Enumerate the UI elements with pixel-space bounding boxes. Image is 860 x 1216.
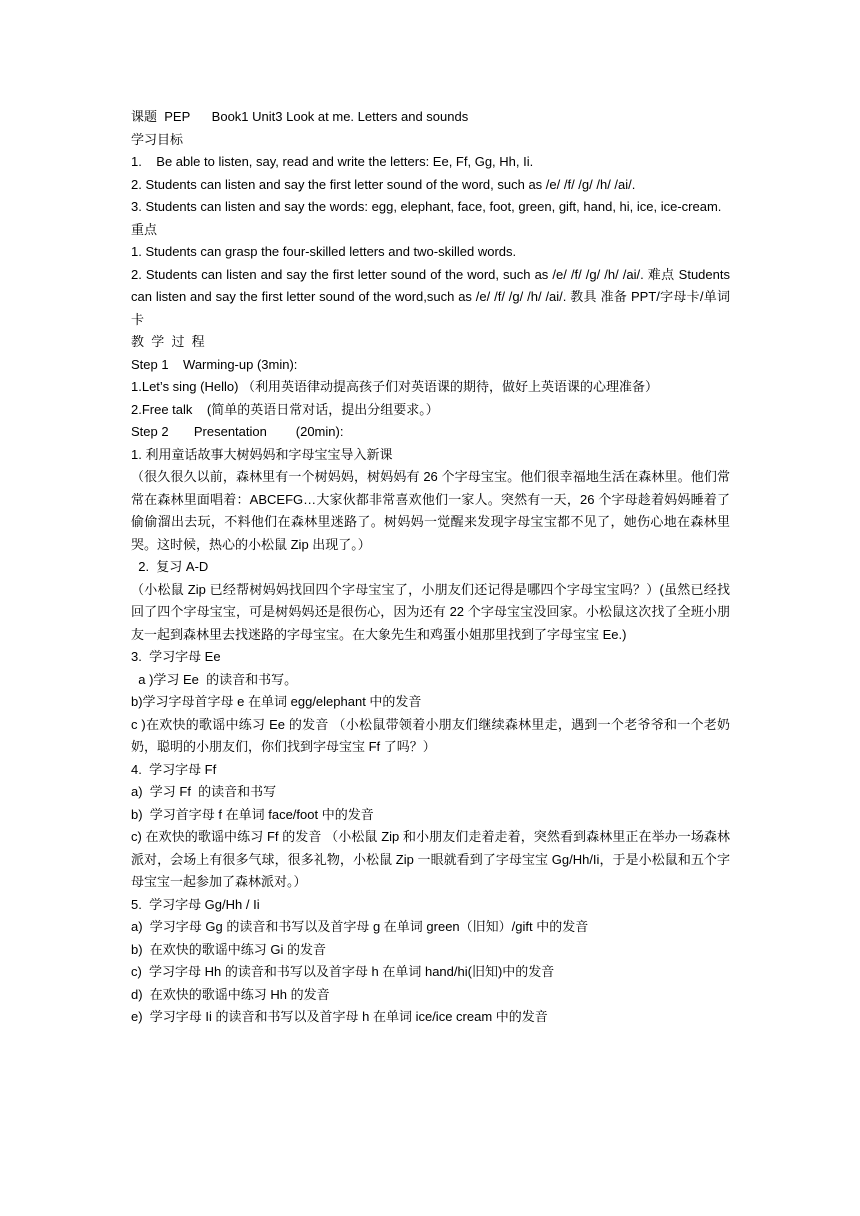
key-point-1: 1. Students can grasp the four-skilled letters and two-skilled words. xyxy=(131,244,517,259)
ff-sub-b: b) 学习首字母 f 在单词 face/foot 中的发音 xyxy=(131,806,374,822)
ghi-sub-a: a) 学习字母 Gg 的读音和书写以及首字母 g 在单词 green（旧知）/gift 中的发音 xyxy=(131,919,589,934)
ee-sub-c: c )在欢快的歌谣中练习 Ee 的发音 （小松鼠带领着小朋友们继续森林里走，遇到一个老爷爷和一个老奶奶，聪明的小朋友们，你们找到字母宝宝 Ff 了吗？） xyxy=(131,716,730,754)
ee-sub-a: a )学习 Ee 的读音和书写。 xyxy=(131,671,298,687)
key-point-2-difficulties-materials: 2. Students can listen and say the first letter sound of the word, such as /e/ /f/ /g/ /h/ /ai/. 难点 Students can listen and say the first letter sound of the word,such as /e/ /f/ /g/ /h/ /ai/. 教具 准备 PPT/字母卡/单词卡 xyxy=(131,266,730,327)
step2-item-3: 3. 学习字母 Ee xyxy=(131,649,221,664)
step2-heading: Step 2 Presentation (20min): xyxy=(131,424,344,439)
lesson-title-line: 课题 PEP Book1 Unit3 Look at me. Letters and sounds xyxy=(131,109,469,124)
ghi-sub-b: b) 在欢快的歌谣中练习 Gi 的发音 xyxy=(131,941,327,957)
step2-item-5: 5. 学习字母 Gg/Hh / Ii xyxy=(131,896,260,912)
step1-item-1: 1.Let’s sing (Hello) （利用英语律动提高孩子们对英语课的期待，做好上英语课的心理准备） xyxy=(131,379,659,394)
objectives-heading: 学习目标 xyxy=(131,131,184,147)
procedure-heading: 教 学 过 程 xyxy=(131,334,205,349)
step1-heading: Step 1 Warming-up (3min): xyxy=(131,356,298,372)
ff-sub-a: a) 学习 Ff 的读音和书写 xyxy=(131,784,277,799)
review-paragraph: （小松鼠 Zip 已经帮树妈妈找回四个字母宝宝了，小朋友们还记得是哪四个字母宝宝吗？）(虽然已经找回了四个字母宝宝，可是树妈妈还是很伤心，因为还有 22 个字母宝宝没回家。小松鼠这次找了全班小朋友一起到森林里去找迷路的字母宝宝。在大象先生和鸡蛋小姐那里找到了字母宝宝 Ee.) xyxy=(131,581,730,642)
step2-item-4: 4. 学习字母 Ff xyxy=(131,761,217,777)
ee-sub-b: b)学习字母首字母 e 在单词 egg/elephant 中的发音 xyxy=(131,694,422,709)
key-points-heading: 重点 xyxy=(131,221,158,237)
objective-2: 2. Students can listen and say the first letter sound of the word, such as /e/ /f/ /g/ /h/ /ai/. xyxy=(131,176,636,192)
ff-sub-c: c) 在欢快的歌谣中练习 Ff 的发音 （小松鼠 Zip 和小朋友们走着走着，突然看到森林里正在举办一场森林派对，会场上有很多气球，很多礼物，小松鼠 Zip 一眼就看到了字母宝宝 Gg/Hh/Ii，于是小松鼠和五个字母宝宝一起参加了森林派对。） xyxy=(131,829,730,889)
ghi-sub-e: e) 学习字母 Ii 的读音和书写以及首字母 h 在单词 ice/ice cream 中的发音 xyxy=(131,1009,548,1024)
step2-item-2: 2. 复习 A-D xyxy=(131,559,209,574)
ghi-sub-d: d) 在欢快的歌谣中练习 Hh 的发音 xyxy=(131,986,330,1002)
step1-item-2: 2.Free talk (简单的英语日常对话，提出分组要求。） xyxy=(131,401,439,417)
step2-item-1: 1. 利用童话故事大树妈妈和字母宝宝导入新课 xyxy=(131,446,393,462)
story-paragraph: （很久很久以前，森林里有一个树妈妈，树妈妈有 26 个字母宝宝。他们很幸福地生活在森林里。他们常常在森林里面唱着：ABCEFG…大家伙都非常喜欢他们一家人。突然有一天，26 个字母趁着妈妈睡着了偷偷溜出去玩，不料他们在森林里迷路了。树妈妈一觉醒来发现字母宝宝都不见了，她伤心地在森林里哭。这时候，热心的小松鼠 Zip 出现了。） xyxy=(131,469,730,552)
ghi-sub-c: c) 学习字母 Hh 的读音和书写以及首字母 h 在单词 hand/hi(旧知)中的发音 xyxy=(131,964,555,979)
objective-1: 1. Be able to listen, say, read and write the letters: Ee, Ff, Gg, Hh, Ii. xyxy=(131,154,534,169)
document-page xyxy=(131,106,730,1029)
objective-3: 3. Students can listen and say the words: egg, elephant, face, foot, green, gift, hand, hi, ice, ice-cream. xyxy=(131,199,722,214)
